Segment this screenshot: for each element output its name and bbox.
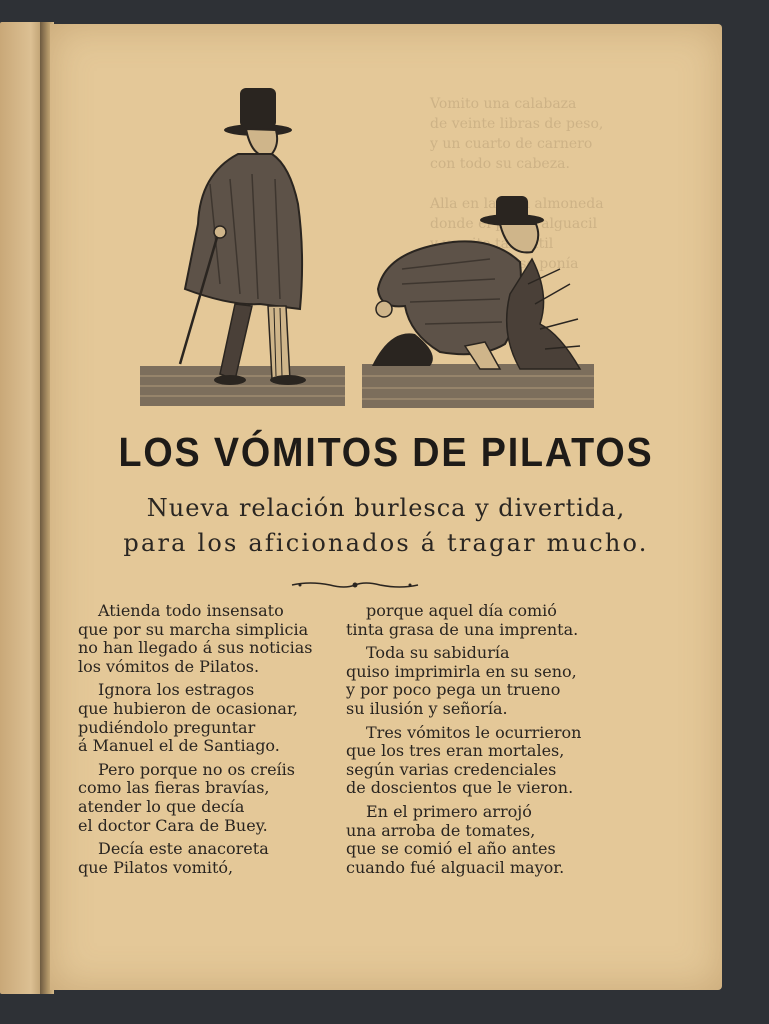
- verse-line: Pero porque no os creíis: [98, 759, 295, 779]
- verse-line: atender lo que decía: [78, 796, 245, 816]
- page-title: LOS VÓMITOS DE PILATOS: [118, 429, 654, 475]
- crouching-man-figure: [362, 196, 594, 408]
- verse-line: como las fieras bravías,: [78, 778, 270, 798]
- stanza: [78, 761, 353, 835]
- verse-line: Decía este anacoreta: [98, 839, 269, 859]
- verse-line: que hubieron de ocasionar,: [78, 698, 298, 718]
- verse-line: los vómitos de Pilatos.: [78, 656, 260, 676]
- verse-line: quiso imprimirla en su seno,: [346, 661, 577, 681]
- verse-line: á Manuel el de Santiago.: [78, 736, 280, 756]
- verse-line: Atienda todo insensato: [98, 601, 284, 620]
- stanza: [346, 602, 626, 639]
- verse-line: Tres vómitos le ocurrieron: [366, 722, 582, 742]
- stanza: [346, 803, 626, 877]
- subtitle-line-1: Nueva relación burlesca y divertida,: [146, 494, 626, 522]
- verse-line: y por poco pega un trueno: [346, 680, 561, 700]
- poem-column-left: [78, 602, 353, 882]
- poem-column-right: [346, 602, 626, 882]
- verse-line: tinta grasa de una imprenta.: [346, 619, 579, 639]
- verse-line: En el primero arrojó: [366, 801, 532, 821]
- verse-line: no han llegado á sus noticias: [78, 638, 313, 658]
- book-page: [50, 24, 722, 990]
- stanza: [346, 724, 626, 798]
- verse-line: una arroba de tomates,: [346, 820, 536, 840]
- standing-man-figure: [140, 88, 345, 406]
- verse-line: de doscientos que le vieron.: [346, 778, 574, 798]
- verse-line: pudiéndolo preguntar: [78, 717, 256, 737]
- verse-line: su ilusión y señoría.: [346, 698, 508, 718]
- verse-line: porque aquel día comió: [366, 601, 557, 620]
- left-page-edge: [0, 22, 44, 994]
- stanza: [78, 681, 353, 755]
- stanza: [78, 840, 353, 877]
- verse-line: que los tres eran mortales,: [346, 741, 565, 761]
- show-through-text: Vomito una calabaza de veinte libras de peso, y un cuarto de carnero con todo su cabeza. Alla en la almoneda donde el alguacil y vomito tan sutil se ponía: [430, 96, 604, 272]
- subtitle-line-2: para los aficionados á tragar mucho.: [123, 529, 649, 557]
- woodcut-illustration: [140, 84, 600, 414]
- verse-line: que se comió el año antes: [346, 839, 556, 859]
- verse-line: Ignora los estragos: [98, 680, 255, 700]
- ornament-divider: [290, 579, 420, 591]
- verse-line: Toda su sabiduría: [366, 643, 510, 663]
- verse-line: según varias credenciales: [346, 759, 557, 779]
- verse-line: cuando fué alguacil mayor.: [346, 857, 565, 877]
- stanza: [346, 644, 626, 718]
- verse-line: que Pilatos vomitó,: [78, 857, 234, 877]
- verse-line: el doctor Cara de Buey.: [78, 815, 268, 835]
- verse-line: que por su marcha simplicia: [78, 619, 309, 639]
- stanza: [78, 602, 353, 676]
